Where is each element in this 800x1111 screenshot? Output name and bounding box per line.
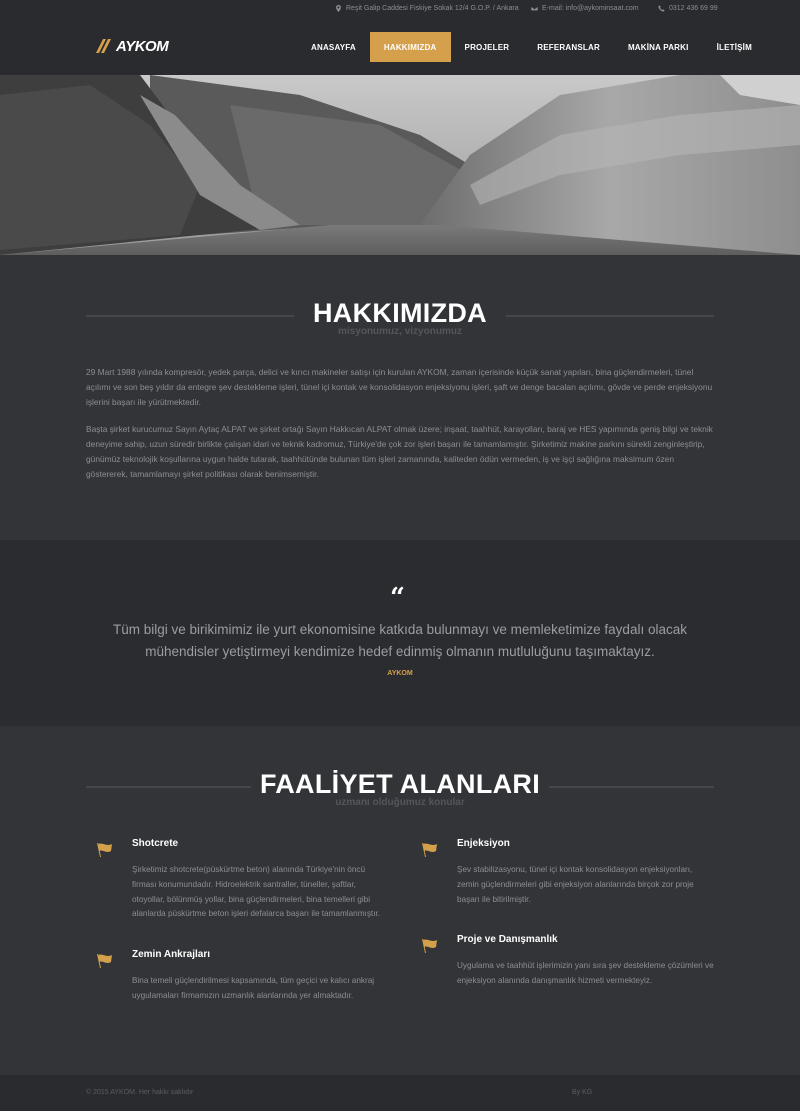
credit-link[interactable]: By KG	[572, 1089, 593, 1096]
about-paragraph-2: Başta şirket kurucumuz Sayın Aytaç ALPAT ve şirket ortağı Sayın Hakkıcan ALPAT olmak üzere; inşaat, taahhüt, karayolları, baraj ve HES yapımında geniş bilgi ve teknik deneyime sahip, uzun süredir birlikte çalışan idari ve teknik kadromuz, Türkiye'de çok zor işleri başarı ile tamamlamıştır. Şirketimiz makine parkını sürekli zenginleştirip, günümüz teknolojik koşullarına uygun halde tutarak, taahhütünde bulunan tüm işleri zamanında, kaliteden ödün vermeden, iş ve işçi sağlığına maksimum özen göstererek, tamamlamayı şirket politikası olarak benimsemiştir.	[86, 424, 713, 479]
flag-icon	[420, 842, 440, 858]
area-text: Şirketimiz shotcrete(püskürtme beton) alanında Türkiye'nin öncü firması konumundadır. Hidroelektrik santraller, tüneller, şaftlar, otoyollar, bölünmüş yollar, bina güçlendirmeleri, bina temelleri gibi alanlarda püskürtme beton işleri defalarca başarı ile tamamlanmıştır.	[132, 865, 381, 919]
areas-heading	[86, 769, 714, 808]
logo-mark-icon	[96, 39, 118, 53]
activity-areas-section	[0, 726, 800, 1075]
area-title: Zemin Ankrajları	[132, 949, 210, 960]
flag-icon	[95, 842, 115, 858]
flag-icon	[420, 938, 440, 954]
about-title: HAKKIMIZDA	[313, 298, 487, 328]
heading-divider-left	[86, 786, 251, 788]
site-footer	[0, 1075, 800, 1111]
about-section	[0, 255, 800, 540]
phone-icon	[658, 5, 665, 12]
flag-icon	[95, 953, 115, 969]
heading-divider-left	[86, 315, 294, 317]
area-title: Proje ve Danışmanlık	[457, 934, 558, 945]
main-nav	[297, 32, 766, 62]
nav-item-makina-parki[interactable]: MAKİNA PARKI	[627, 42, 689, 52]
site-logo[interactable]	[96, 36, 168, 56]
areas-title: FAALİYET ALANLARI	[259, 769, 541, 799]
area-text: Bina temeli güçlendirilmesi kapsamında, tüm geçici ve kalıcı ankraj uygulamaları firmamızın uzmanlık alanlarında yer almaktadır.	[132, 976, 375, 1000]
nav-item-hakkimizda[interactable]: HAKKIMIZDA	[370, 32, 451, 62]
heading-divider-right	[506, 315, 714, 317]
phone-info	[658, 5, 718, 12]
email-text[interactable]: E-mail: info@aykominsaat.com	[542, 5, 639, 12]
about-heading	[86, 298, 714, 337]
envelope-icon	[531, 5, 538, 12]
address-text: Reşit Galip Caddesi Fiskiye Sokak 12/4 G.O.P. / Ankara	[346, 5, 519, 12]
area-title: Shotcrete	[132, 838, 179, 849]
hero-image	[0, 75, 800, 255]
nav-item-anasayfa[interactable]: ANASAYFA	[311, 42, 356, 52]
nav-item-projeler[interactable]: PROJELER	[464, 42, 510, 52]
quote-author: AYKOM	[387, 670, 413, 677]
area-text: Uygulama ve taahhüt işlerimizin yanı sıra şev destekleme çözümleri ve enjeksiyon alanında danışmanlık hizmeti vermekteyiz.	[457, 961, 714, 985]
quote-section	[0, 540, 800, 726]
about-subtitle: misyonumuz, vizyonumuz	[338, 326, 462, 337]
heading-divider-right	[549, 786, 714, 788]
top-info-bar	[0, 0, 800, 18]
site-header	[0, 18, 800, 75]
quote-icon: “	[390, 583, 405, 613]
logo-text: AYKOM	[116, 37, 169, 55]
address-info	[335, 5, 519, 12]
email-info[interactable]	[531, 5, 639, 12]
nav-item-referanslar[interactable]: REFERANSLAR	[537, 42, 600, 52]
phone-text: 0312 436 69 99	[669, 5, 718, 12]
areas-subtitle: uzmanı olduğumuz konular	[335, 797, 465, 808]
copyright-text: © 2015 AYKOM. Her hakkı saklıdır	[86, 1089, 194, 1096]
area-text: Şev stabilizasyonu, tünel içi kontak konsolidasyon enjeksiyonları, zemin güçlendirmeleri gibi enjeksiyon alanlarında birçok zor proje başarı ile bitirilmiştir.	[457, 865, 694, 904]
quote-text: Tüm bilgi ve birikimimiz ile yurt ekonomisine katkıda bulunmayı ve memleketimize faydalı olacak mühendisler yetiştirmeyi kendimize hedef edinmiş olmanın mutluluğunu taşımaktayız.	[113, 622, 687, 659]
map-pin-icon	[335, 5, 342, 12]
nav-item-iletisim[interactable]: İLETİŞİM	[716, 42, 752, 52]
about-paragraph-1: 29 Mart 1988 yılında kompresör, yedek parça, delici ve kırıcı makineler satışı için kurulan AYKOM, zaman içerisinde küçük sanat yapıları, bina güçlendirmeleri, tünel açılımı ve son beş yıldır da entegre şev destekleme işleri, tünel içi kontak ve konsolidasyon enjeksiyonu işleri, şaft ve denge bacaları açılımı, gövde ve perde enjeksiyonu işlerini başarı ile yürütmektedir.	[86, 367, 713, 407]
area-title: Enjeksiyon	[457, 838, 510, 849]
